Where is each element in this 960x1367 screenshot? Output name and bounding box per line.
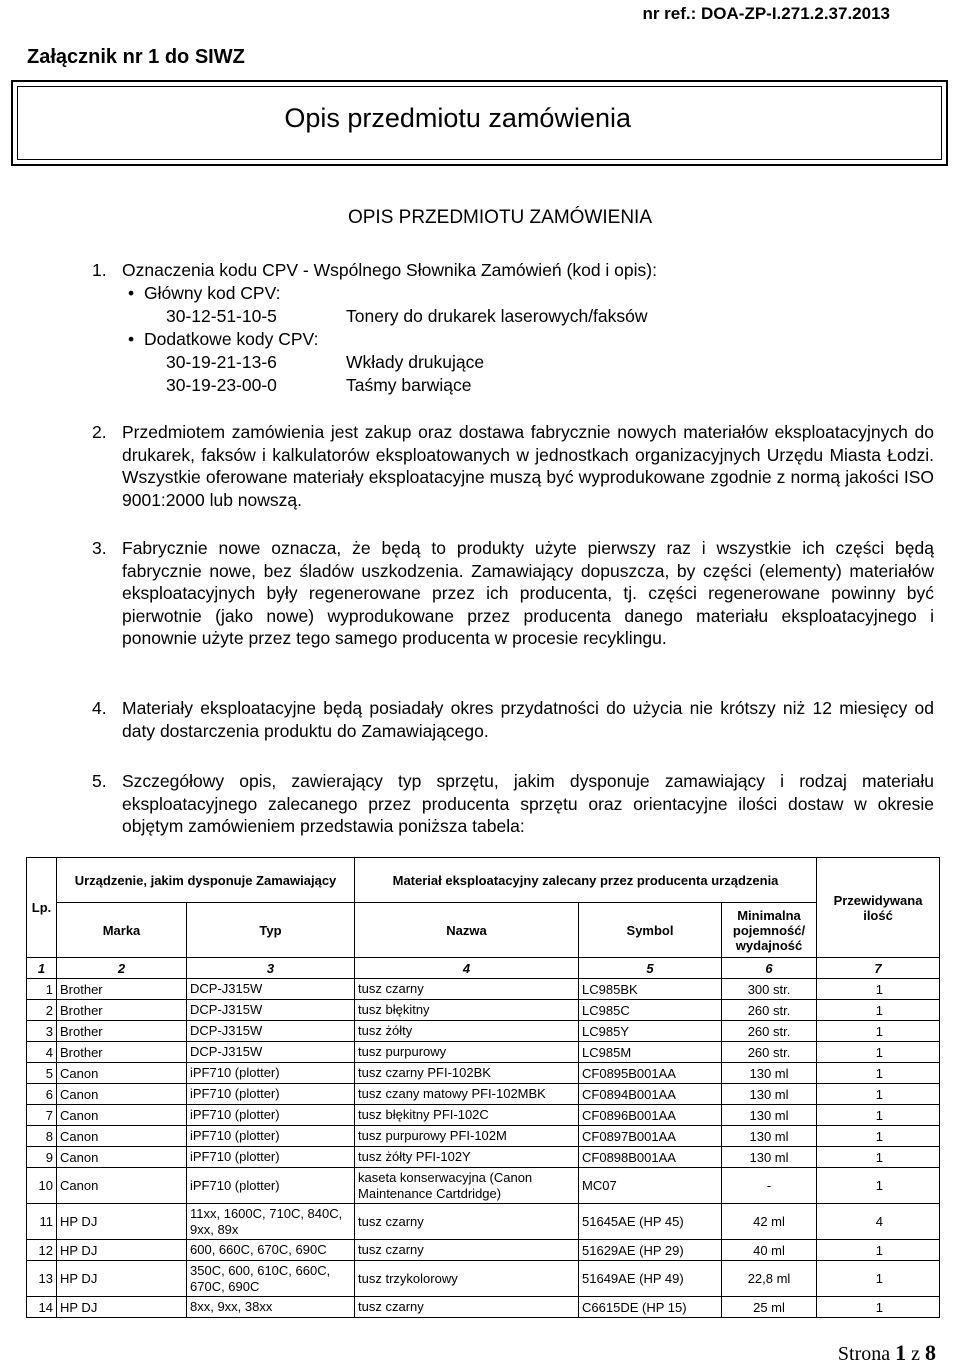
cell-capacity: 130 ml xyxy=(722,1084,817,1105)
cell-symbol: 51629AE (HP 29) xyxy=(579,1240,722,1261)
cell-quantity: 1 xyxy=(817,1261,940,1297)
cell-lp: 4 xyxy=(27,1042,57,1063)
cell-brand: HP DJ xyxy=(57,1297,187,1318)
header-lp: Lp. xyxy=(27,858,57,958)
title-box xyxy=(11,80,948,166)
cell-quantity: 1 xyxy=(817,1126,940,1147)
cell-name: tusz czarny xyxy=(355,979,579,1000)
section-2-number: 2. xyxy=(92,422,107,442)
cell-brand: Brother xyxy=(57,979,187,1000)
cell-symbol: CF0898B001AA xyxy=(579,1147,722,1168)
cell-capacity: 40 ml xyxy=(722,1240,817,1261)
cell-quantity: 1 xyxy=(817,1240,940,1261)
cell-symbol: CF0897B001AA xyxy=(579,1126,722,1147)
table-row xyxy=(27,1084,940,1105)
cell-brand: Canon xyxy=(57,1063,187,1084)
cell-brand: Canon xyxy=(57,1147,187,1168)
cell-symbol: LC985Y xyxy=(579,1021,722,1042)
cell-brand: Canon xyxy=(57,1126,187,1147)
cell-symbol: LC985M xyxy=(579,1042,722,1063)
cell-symbol: CF0894B001AA xyxy=(579,1084,722,1105)
cell-lp: 6 xyxy=(27,1084,57,1105)
cell-brand: Canon xyxy=(57,1084,187,1105)
main-cpv-label: • Główny kod CPV: xyxy=(144,282,281,305)
main-cpv-code: 30-12-51-10-5 xyxy=(166,306,277,326)
cell-quantity: 1 xyxy=(817,1021,940,1042)
cell-capacity: 130 ml xyxy=(722,1147,817,1168)
cell-type: iPF710 (plotter) xyxy=(187,1126,355,1147)
cell-quantity: 1 xyxy=(817,1297,940,1318)
section-4-text: Materiały eksploatacyjne będą posiadały okres przydatności do użycia nie krótszy niż 12 miesięcy od daty dostarczenia produktu do Zamawiającego. xyxy=(122,698,934,741)
cell-type: iPF710 (plotter) xyxy=(187,1105,355,1126)
table-row xyxy=(27,1000,940,1021)
table-row xyxy=(27,1261,940,1297)
header-capacity: Minimalna pojemność/ wydajność xyxy=(722,903,817,958)
table-row xyxy=(27,1021,940,1042)
section-3-text: Fabrycznie nowe oznacza, że będą to produkty użyte pierwszy raz i wszystkie ich części będą fabrycznie nowe, bez śladów uszkodzenia. Zamawiający dopuszcza, by części (elementy) materiałów eksploatacyjnych były regenerowane przez ich producenta, tj. części regenerowane powinny być pierwotnie (jako nowe) wyprodukowane przez producenta danego materiału eksploatacyjnego i ponownie użyte przez tego samego producenta w procesie recyklingu. xyxy=(122,538,934,648)
cell-lp: 5 xyxy=(27,1063,57,1084)
cell-name: kaseta konserwacyjna (Canon Maintenance Cartdridge) xyxy=(355,1168,579,1204)
cell-type: iPF710 (plotter) xyxy=(187,1063,355,1084)
section-1-number: 1. xyxy=(92,260,107,280)
section-3-number: 3. xyxy=(92,538,107,558)
cell-lp: 12 xyxy=(27,1240,57,1261)
cell-lp: 10 xyxy=(27,1168,57,1204)
cell-lp: 1 xyxy=(27,979,57,1000)
cell-type: DCP-J315W xyxy=(187,1021,355,1042)
table-row xyxy=(27,1126,940,1147)
cell-capacity: 130 ml xyxy=(722,1063,817,1084)
table-row xyxy=(27,1240,940,1261)
cell-brand: Canon xyxy=(57,1168,187,1204)
cell-type: DCP-J315W xyxy=(187,1042,355,1063)
column-number-cell: 4 xyxy=(355,958,579,979)
cell-quantity: 1 xyxy=(817,1147,940,1168)
header-name: Nazwa xyxy=(355,903,579,958)
cell-brand: HP DJ xyxy=(57,1261,187,1297)
column-number-cell: 3 xyxy=(187,958,355,979)
cell-name: tusz żółty xyxy=(355,1021,579,1042)
section-5-number: 5. xyxy=(92,771,107,791)
cell-type: DCP-J315W xyxy=(187,979,355,1000)
column-number-cell: 7 xyxy=(817,958,940,979)
table-row xyxy=(27,1204,940,1240)
cell-capacity: 300 str. xyxy=(722,979,817,1000)
table-row xyxy=(27,1042,940,1063)
main-cpv-desc: Tonery do drukarek laserowych/faksów xyxy=(346,306,648,326)
footer-prefix: Strona xyxy=(837,1343,891,1365)
cell-brand: Canon xyxy=(57,1105,187,1126)
footer-page-total: 8 xyxy=(925,1340,936,1365)
header-device: Urządzenie, jakim dysponuje Zamawiający xyxy=(57,858,355,903)
cell-capacity: 25 ml xyxy=(722,1297,817,1318)
cell-type: iPF710 (plotter) xyxy=(187,1084,355,1105)
cell-type: iPF710 (plotter) xyxy=(187,1168,355,1204)
section-1-text: Oznaczenia kodu CPV - Wspólnego Słownika Zamówień (kod i opis): xyxy=(122,260,657,280)
cell-type: 8xx, 9xx, 38xx xyxy=(187,1297,355,1318)
cell-brand: Brother xyxy=(57,1000,187,1021)
cell-brand: HP DJ xyxy=(57,1204,187,1240)
table-row xyxy=(27,979,940,1000)
cell-symbol: MC07 xyxy=(579,1168,722,1204)
cell-brand: Brother xyxy=(57,1042,187,1063)
header-quantity: Przewidywana ilość xyxy=(817,858,940,958)
header-material: Materiał eksploatacyjny zalecany przez producenta urządzenia xyxy=(355,858,817,903)
cell-capacity: 42 ml xyxy=(722,1204,817,1240)
cell-name: tusz purpurowy PFI-102M xyxy=(355,1126,579,1147)
extra-cpv-code-1: 30-19-21-13-6 xyxy=(166,352,277,372)
cell-type: 11xx, 1600C, 710C, 840C, 9xx, 89x xyxy=(187,1204,355,1240)
cell-brand: HP DJ xyxy=(57,1240,187,1261)
cell-name: tusz czarny xyxy=(355,1297,579,1318)
cell-quantity: 1 xyxy=(817,1105,940,1126)
cell-symbol: CF0896B001AA xyxy=(579,1105,722,1126)
section-5-text: Szczegółowy opis, zawierający typ sprzętu, jakim dysponuje zamawiający i rodzaj materiału eksploatacyjnego zalecanego przez producenta sprzętu oraz orientacyjne ilości dostaw w okresie objętym zamówieniem przedstawia poniższa tabela: xyxy=(122,771,934,836)
section-2-text: Przedmiotem zamówienia jest zakup oraz dostawa fabrycznie nowych materiałów eksploatacyjnych do drukarek, faksów i kalkulatorów eksploatowanych w jednostkach organizacyjnych Urzędu Miasta Łodzi. Wszystkie oferowane materiały eksploatacyjne muszą być wyprodukowane zgodnie z normą jakości ISO 9001:2000 lub nowszą. xyxy=(122,422,934,510)
page-footer xyxy=(838,1340,936,1366)
cell-capacity: 130 ml xyxy=(722,1105,817,1126)
cell-capacity: 260 str. xyxy=(722,1000,817,1021)
cell-brand: Brother xyxy=(57,1021,187,1042)
extra-cpv-row-1 xyxy=(166,351,485,374)
cell-symbol: 51645AE (HP 45) xyxy=(579,1204,722,1240)
section-heading: OPIS PRZEDMIOTU ZAMÓWIENIA xyxy=(347,207,652,228)
page-title: Opis przedmiotu zamówienia xyxy=(284,103,631,133)
cell-symbol: LC985C xyxy=(579,1000,722,1021)
reference-number: nr ref.: DOA-ZP-I.271.2.37.2013 xyxy=(642,4,890,23)
cell-lp: 9 xyxy=(27,1147,57,1168)
header-brand: Marka xyxy=(57,903,187,958)
table-row xyxy=(27,1168,940,1204)
cell-name: tusz czany matowy PFI-102MBK xyxy=(355,1084,579,1105)
section-4-number: 4. xyxy=(92,698,107,718)
header-symbol: Symbol xyxy=(579,903,722,958)
extra-cpv-label: • Dodatkowe kody CPV: xyxy=(144,328,318,351)
table-row xyxy=(27,1105,940,1126)
cell-name: tusz purpurowy xyxy=(355,1042,579,1063)
extra-cpv-code-2: 30-19-23-00-0 xyxy=(166,375,277,395)
column-number-cell: 6 xyxy=(722,958,817,979)
cell-name: tusz czarny xyxy=(355,1204,579,1240)
cell-type: iPF710 (plotter) xyxy=(187,1147,355,1168)
cell-capacity: 260 str. xyxy=(722,1021,817,1042)
footer-page-number: 1 xyxy=(895,1340,907,1365)
cell-name: tusz błękitny PFI-102C xyxy=(355,1105,579,1126)
column-number-row xyxy=(27,958,940,979)
cell-capacity: - xyxy=(722,1168,817,1204)
column-number-cell: 5 xyxy=(579,958,722,979)
cell-name: tusz błękitny xyxy=(355,1000,579,1021)
annex-label: Załącznik nr 1 do SIWZ xyxy=(27,46,245,68)
extra-cpv-desc-1: Wkłady drukujące xyxy=(346,352,485,372)
extra-cpv-desc-2: Taśmy barwiące xyxy=(346,375,472,395)
cell-type: DCP-J315W xyxy=(187,1000,355,1021)
cell-lp: 7 xyxy=(27,1105,57,1126)
cell-symbol: LC985BK xyxy=(579,979,722,1000)
header-type: Typ xyxy=(187,903,355,958)
column-number-cell: 2 xyxy=(57,958,187,979)
cell-lp: 3 xyxy=(27,1021,57,1042)
cell-lp: 8 xyxy=(27,1126,57,1147)
cell-quantity: 1 xyxy=(817,1084,940,1105)
materials-table xyxy=(26,857,940,1318)
cell-name: tusz czarny xyxy=(355,1240,579,1261)
cell-type: 350C, 600, 610C, 660C, 670C, 690C xyxy=(187,1261,355,1297)
table-row xyxy=(27,1147,940,1168)
cell-lp: 14 xyxy=(27,1297,57,1318)
extra-cpv-row-2 xyxy=(166,374,472,397)
table-row xyxy=(27,1063,940,1084)
cell-capacity: 260 str. xyxy=(722,1042,817,1063)
cell-quantity: 1 xyxy=(817,1000,940,1021)
cell-quantity: 1 xyxy=(817,979,940,1000)
cell-quantity: 1 xyxy=(817,1042,940,1063)
cell-quantity: 1 xyxy=(817,1168,940,1204)
column-number-cell: 1 xyxy=(27,958,57,979)
cell-symbol: CF0895B001AA xyxy=(579,1063,722,1084)
cell-symbol: C6615DE (HP 15) xyxy=(579,1297,722,1318)
cell-lp: 2 xyxy=(27,1000,57,1021)
cell-name: tusz żółty PFI-102Y xyxy=(355,1147,579,1168)
footer-of: z xyxy=(911,1343,920,1365)
main-cpv-row xyxy=(166,305,648,328)
cell-lp: 11 xyxy=(27,1204,57,1240)
table-row xyxy=(27,1297,940,1318)
cell-symbol: 51649AE (HP 49) xyxy=(579,1261,722,1297)
cell-lp: 13 xyxy=(27,1261,57,1297)
cell-quantity: 4 xyxy=(817,1204,940,1240)
cell-name: tusz trzykolorowy xyxy=(355,1261,579,1297)
materials-table-body xyxy=(27,979,940,1318)
cell-capacity: 130 ml xyxy=(722,1126,817,1147)
cell-capacity: 22,8 ml xyxy=(722,1261,817,1297)
cell-name: tusz czarny PFI-102BK xyxy=(355,1063,579,1084)
cell-type: 600, 660C, 670C, 690C xyxy=(187,1240,355,1261)
cell-quantity: 1 xyxy=(817,1063,940,1084)
